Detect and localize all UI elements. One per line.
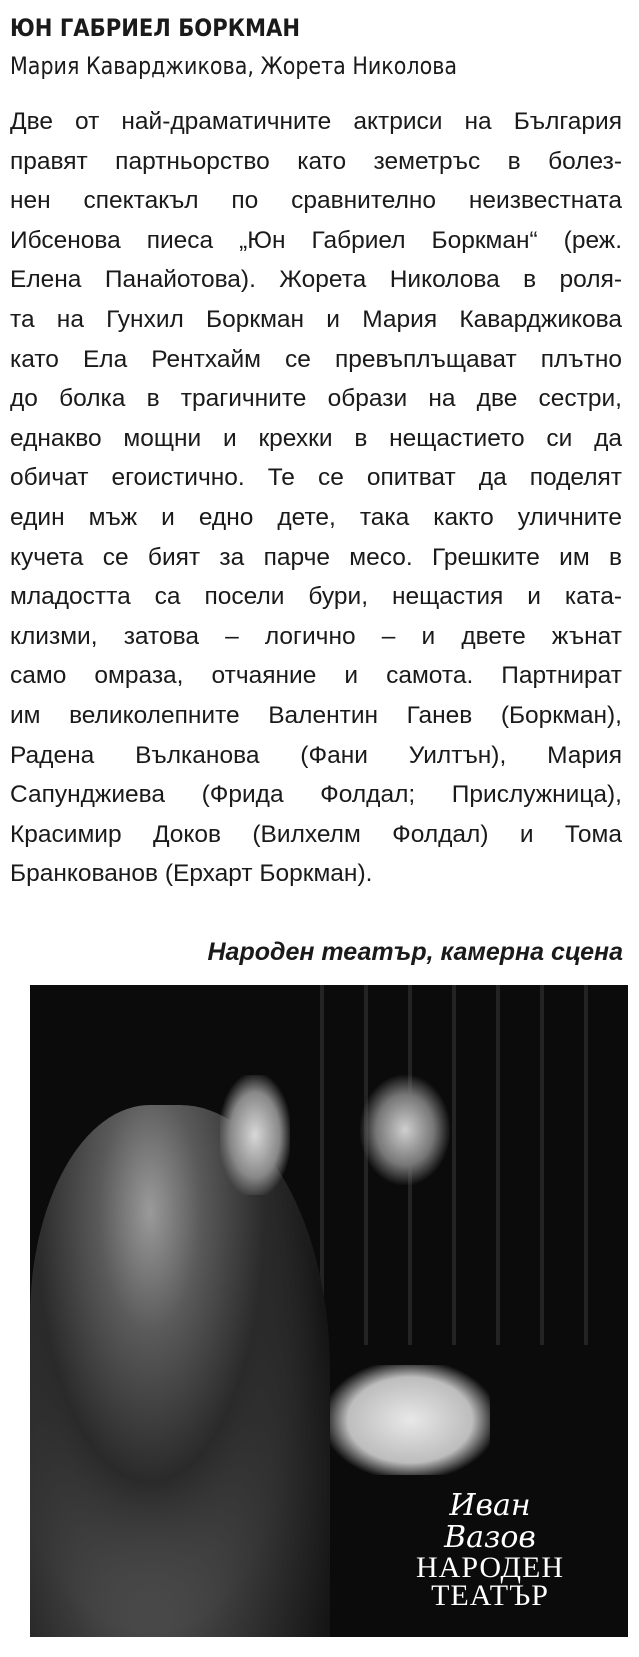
body-line: кучета се бият за парче месо. Грешките им в [10,543,622,571]
national-theatre-logo [405,1490,575,1610]
body-line: Красимир Доков (Вилхелм Фолдал) и Тома [10,820,622,848]
article-subtitle: Мария Каварджикова, Жорета Николова [10,52,458,80]
body-line: до болка в трагичните образи на две сестри, [10,385,622,413]
photo-window-background [280,985,628,1345]
photo-actress-face [220,1075,290,1195]
body-line: Елена Панайотова). Жорета Николова в роля- [10,266,622,294]
logo-line-1: НАРОДЕН [415,1551,564,1584]
body-line: Ибсенова пиеса „Юн Габриел Боркман“ (реж. [10,226,622,254]
body-line: еднакво мощни и крехки в нещастието си да [10,424,622,452]
body-line: Бранкованов (Ерхарт Боркман). [10,860,373,888]
body-line: Две от най-драматичните актриси на България [10,108,622,135]
article-title: ЮН ГАБРИЕЛ БОРКМАН [10,14,301,42]
body-line: обичат егоистично. Те се опитват да поделят [10,464,622,492]
body-line: Радена Вълканова (Фани Уилтън), Мария [10,741,622,769]
body-line: клизми, затова – логично – и двете жънат [10,622,622,650]
article-body [10,102,622,894]
body-line: нен спектакъл по сравнително неизвестната [10,187,622,215]
body-line: им великолепните Валентин Ганев (Боркман), [10,701,622,729]
photo-paper [330,1365,490,1475]
body-line: като Ела Рентхайм се превъплъщават плътно [10,345,622,373]
body-line: само омраза, отчаяние и самота. Партнират [10,662,622,690]
body-line: един мъж и едно дете, така както уличните [10,503,622,531]
logo-line-2: ТЕАТЪР [431,1579,549,1612]
body-line: та на Гунхил Боркман и Мария Каварджикова [10,305,622,333]
logo-script: Иван Вазов [444,1488,536,1555]
photo-actor-face [360,1075,450,1185]
body-line: Сапунджиева (Фрида Фолдал; Прислужница), [10,781,622,809]
venue-caption: Народен театър, камерна сцена [207,938,623,966]
body-line: правят партньорство като земетръс в болез- [10,147,622,175]
body-line: младостта са посели бури, нещастия и ката- [10,583,622,611]
